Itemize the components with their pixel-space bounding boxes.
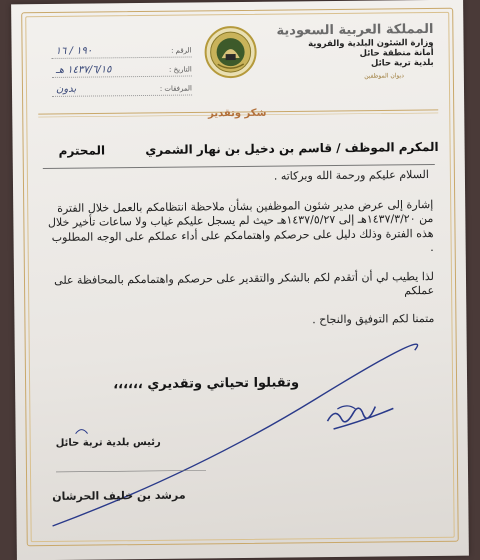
date-label: التاريخ : xyxy=(168,65,192,74)
letter-subject: شكر وتقدير xyxy=(208,107,267,120)
body-paragraph-1: إشارة إلى عرض مدير شئون الموظفين بشأن ملاحظة انتظامكم بالعمل خلال الفترة من ١٤٣٧/٣/٢٠هـ إلى ١٤٣٧/٥/٢٧هـ حيث لم يسجل عليكم غياب ولا ساعات تأخير خلال هذه الفترة وذلك دليل على حرصكم واهتمامكم على أداء عملكم على الوجه المطلوب . xyxy=(47,197,434,254)
signatory-name: مرشد بن خليف الحرشان xyxy=(52,488,186,503)
closing-remark: وتقبلوا تحياتي وتقديري ،،،،،، xyxy=(113,375,300,393)
greeting: السلام عليكم ورحمة الله وبركاته . xyxy=(273,168,429,183)
province-name: أمانة منطقة حائل xyxy=(359,47,434,59)
number-label: الرقم : xyxy=(171,46,192,55)
date-value: ١٤٣٧/٦/١٥ هـ xyxy=(55,64,112,76)
addressee-name: المكرم الموظف / قاسم بن دخيل بن نهار الشمري xyxy=(145,139,439,157)
number-value: ١٩٠ / ١٦ xyxy=(55,45,93,57)
department-name: ديوان الموظفين xyxy=(364,72,404,80)
body-paragraph-2: لذا يطيب لي أن أتقدم لكم بالشكر والتقدير على حرصكم واهتمامكم بالمحافظة على عملكم xyxy=(54,269,435,298)
body-paragraph-3: متمنا لكم التوفيق والنجاح . xyxy=(312,311,435,327)
attachments-value: بدون xyxy=(55,83,77,95)
municipality-name: بلدية تربة حائل xyxy=(370,57,434,69)
attachments-label: المرفقات : xyxy=(159,84,193,93)
letter-paper xyxy=(11,0,469,560)
signatory-title: رئيس بلدية تربة حائل xyxy=(55,436,161,449)
addressee-line xyxy=(41,136,439,166)
addressee-respected: المحترم xyxy=(58,143,106,158)
ministry-name: وزارة الشئون البلدية والقروية xyxy=(308,37,434,49)
kingdom-name: المملكة العربية السعودية xyxy=(276,21,434,39)
